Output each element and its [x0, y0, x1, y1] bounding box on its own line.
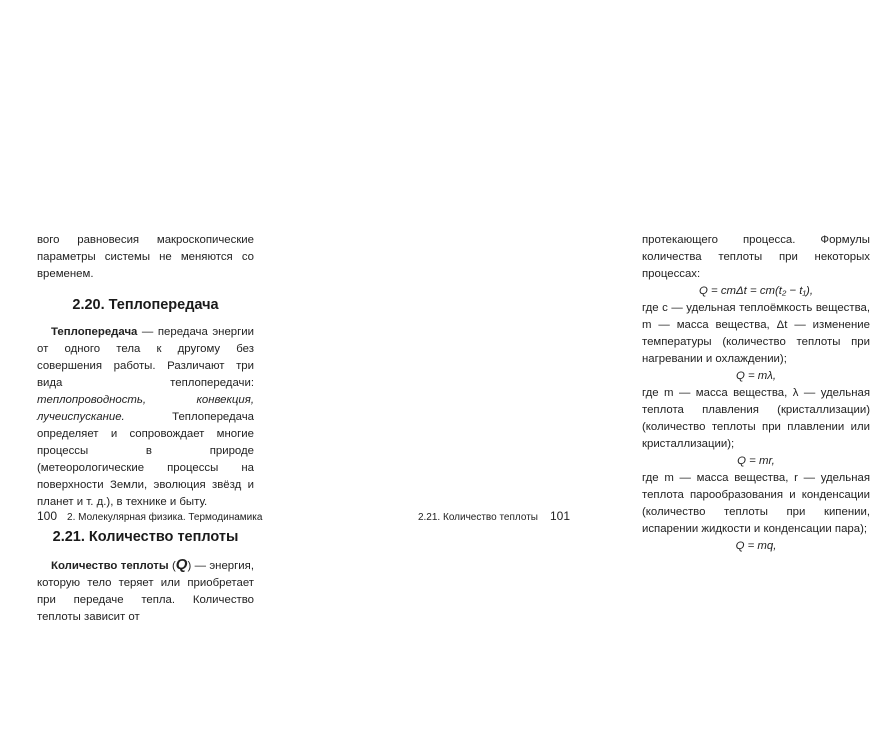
heat-quantity-paragraph: [37, 556, 254, 626]
formula-vaporization: Q = mr,: [737, 455, 775, 467]
left-text-column: [37, 232, 254, 626]
symbol-q: Q: [175, 556, 188, 573]
formula-heating: Q = cmΔt = cm(t₂ − t₁),: [699, 285, 813, 297]
explanation-vaporization: где m — масса вещества, r — удельная теплота парообразования и конденсации (количество теплоты при кипении, испарении жидкости и конденсации пара);: [642, 472, 870, 535]
right-page-footer: [418, 509, 570, 525]
term-heat-quantity: Количество теплоты: [51, 560, 169, 572]
paren-open: (: [168, 560, 176, 572]
heat-transfer-text-b: Теплопередача определяет и сопровождает многие процессы в природе (метеорологические процессы на поверхности Земли, эволюция звёзд и планет и т. д.), в технике и быту.: [37, 411, 254, 508]
heat-transfer-paragraph: [37, 324, 254, 511]
heat-transfer-text-a: — передача энергии от одного тела к другому без совершения работы. Различают три вида теплопередачи:: [37, 326, 254, 389]
left-page-footer: [37, 509, 262, 525]
page-number-right: 101: [549, 509, 570, 523]
left-page: [0, 0, 300, 750]
section-heading-heat-transfer: 2.20. Теплопередача: [72, 297, 219, 313]
right-page: [300, 0, 870, 750]
term-heat-transfer: Теплопередача: [51, 326, 138, 338]
formula-combustion: Q = mq,: [735, 540, 777, 552]
explanation-melting: где m — масса вещества, λ — удельная теплота плавления (кристаллизации) (количество теплоты при плавлении или кристаллизации);: [642, 387, 870, 450]
page-number-left: 100: [37, 509, 58, 523]
paren-close: ): [187, 560, 192, 572]
intro-paragraph: протекающего процесса. Формулы количества теплоты при некоторых процессах:: [642, 234, 870, 280]
running-title-left: 2. Молекулярная физика. Термодинамика: [67, 512, 263, 523]
explanation-heating: где c — удельная теплоёмкость вещества, m — масса вещества, Δt — изменение температуры (количество теплоты при нагревании и охлаждении);: [642, 302, 870, 365]
running-title-right: 2.21. Количество теплоты: [417, 512, 538, 523]
formula-melting: Q = mλ,: [735, 370, 777, 382]
right-text-column: [642, 232, 870, 555]
heat-quantity-text: — энергия, которую тело теряет или приобретает при передаче тепла. Количество теплоты зависит от: [37, 560, 254, 623]
section-heading-heat-quantity: 2.21. Количество теплоты: [52, 529, 239, 545]
heat-transfer-kinds: теплопроводность, конвекция, лучеиспускание.: [37, 394, 254, 423]
continuation-paragraph: вого равновесия макроскопические параметры системы не меняются со временем.: [37, 234, 254, 280]
